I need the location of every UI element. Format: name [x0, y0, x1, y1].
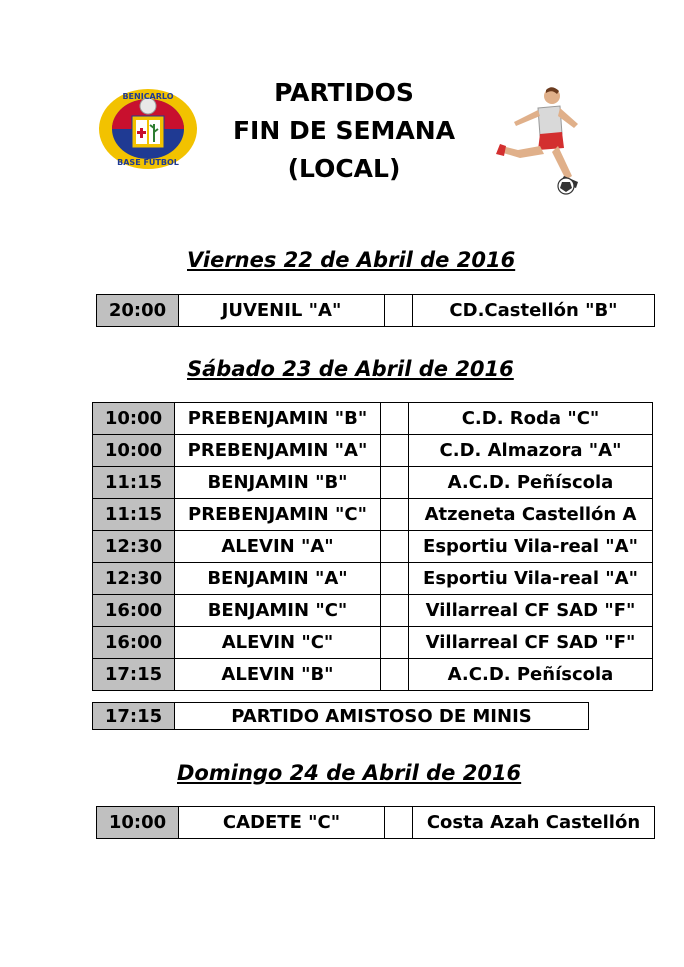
title-line-3: (LOCAL)	[287, 154, 401, 183]
friendly-match-label: PARTIDO AMISTOSO DE MINIS	[175, 703, 589, 730]
logo-text-bottom: BASE FUTBOL	[117, 158, 179, 167]
spacer-cell	[381, 563, 409, 595]
match-time: 10:00	[97, 807, 179, 839]
spacer-cell	[381, 499, 409, 531]
match-time: 10:00	[93, 403, 175, 435]
table-row	[93, 403, 653, 435]
title-line-1: PARTIDOS	[274, 78, 414, 107]
match-time: 20:00	[97, 295, 179, 327]
table-row	[93, 703, 589, 730]
home-team: JUVENIL "A"	[179, 295, 385, 327]
page-title	[214, 74, 474, 188]
schedule-table-saturday	[92, 402, 653, 691]
match-time: 12:30	[93, 531, 175, 563]
soccer-player-icon	[494, 84, 590, 196]
opponent-team: C.D. Roda "C"	[409, 403, 653, 435]
table-row	[93, 627, 653, 659]
spacer-cell	[381, 467, 409, 499]
spacer-cell	[385, 807, 413, 839]
match-time: 11:15	[93, 467, 175, 499]
spacer-cell	[381, 435, 409, 467]
spacer-cell	[385, 295, 413, 327]
table-row	[93, 659, 653, 691]
club-logo	[98, 88, 198, 170]
match-time: 16:00	[93, 627, 175, 659]
day-heading-sunday: Domingo 24 de Abril de 2016	[177, 761, 522, 785]
opponent-team: CD.Castellón "B"	[413, 295, 655, 327]
match-time: 12:30	[93, 563, 175, 595]
opponent-team: C.D. Almazora "A"	[409, 435, 653, 467]
opponent-team: A.C.D. Peñíscola	[409, 467, 653, 499]
table-row	[97, 295, 655, 327]
home-team: ALEVIN "C"	[175, 627, 381, 659]
title-line-2: FIN DE SEMANA	[232, 116, 456, 145]
match-time: 10:00	[93, 435, 175, 467]
home-team: PREBENJAMIN "A"	[175, 435, 381, 467]
match-time: 16:00	[93, 595, 175, 627]
table-row	[93, 595, 653, 627]
opponent-team: A.C.D. Peñíscola	[409, 659, 653, 691]
home-team: PREBENJAMIN "B"	[175, 403, 381, 435]
table-row	[93, 563, 653, 595]
opponent-team: Atzeneta Castellón A	[409, 499, 653, 531]
table-row	[93, 531, 653, 563]
opponent-team: Villarreal CF SAD "F"	[409, 627, 653, 659]
match-time: 11:15	[93, 499, 175, 531]
table-row	[93, 499, 653, 531]
logo-text-top: BENICARLO	[122, 92, 174, 101]
table-row	[97, 807, 655, 839]
match-time: 17:15	[93, 703, 175, 730]
day-heading-saturday: Sábado 23 de Abril de 2016	[187, 357, 514, 381]
spacer-cell	[381, 595, 409, 627]
friendly-match-table	[92, 702, 589, 730]
opponent-team: Villarreal CF SAD "F"	[409, 595, 653, 627]
home-team: ALEVIN "A"	[175, 531, 381, 563]
home-team: BENJAMIN "B"	[175, 467, 381, 499]
opponent-team: Esportiu Vila-real "A"	[409, 563, 653, 595]
spacer-cell	[381, 403, 409, 435]
opponent-team: Esportiu Vila-real "A"	[409, 531, 653, 563]
spacer-cell	[381, 627, 409, 659]
spacer-cell	[381, 531, 409, 563]
table-row	[93, 435, 653, 467]
schedule-table-friday	[96, 294, 655, 327]
schedule-table-sunday	[96, 806, 655, 839]
spacer-cell	[381, 659, 409, 691]
table-row	[93, 467, 653, 499]
home-team: BENJAMIN "A"	[175, 563, 381, 595]
home-team: ALEVIN "B"	[175, 659, 381, 691]
home-team: CADETE "C"	[179, 807, 385, 839]
opponent-team: Costa Azah Castellón	[413, 807, 655, 839]
home-team: PREBENJAMIN "C"	[175, 499, 381, 531]
day-heading-friday: Viernes 22 de Abril de 2016	[187, 248, 516, 272]
home-team: BENJAMIN "C"	[175, 595, 381, 627]
match-time: 17:15	[93, 659, 175, 691]
